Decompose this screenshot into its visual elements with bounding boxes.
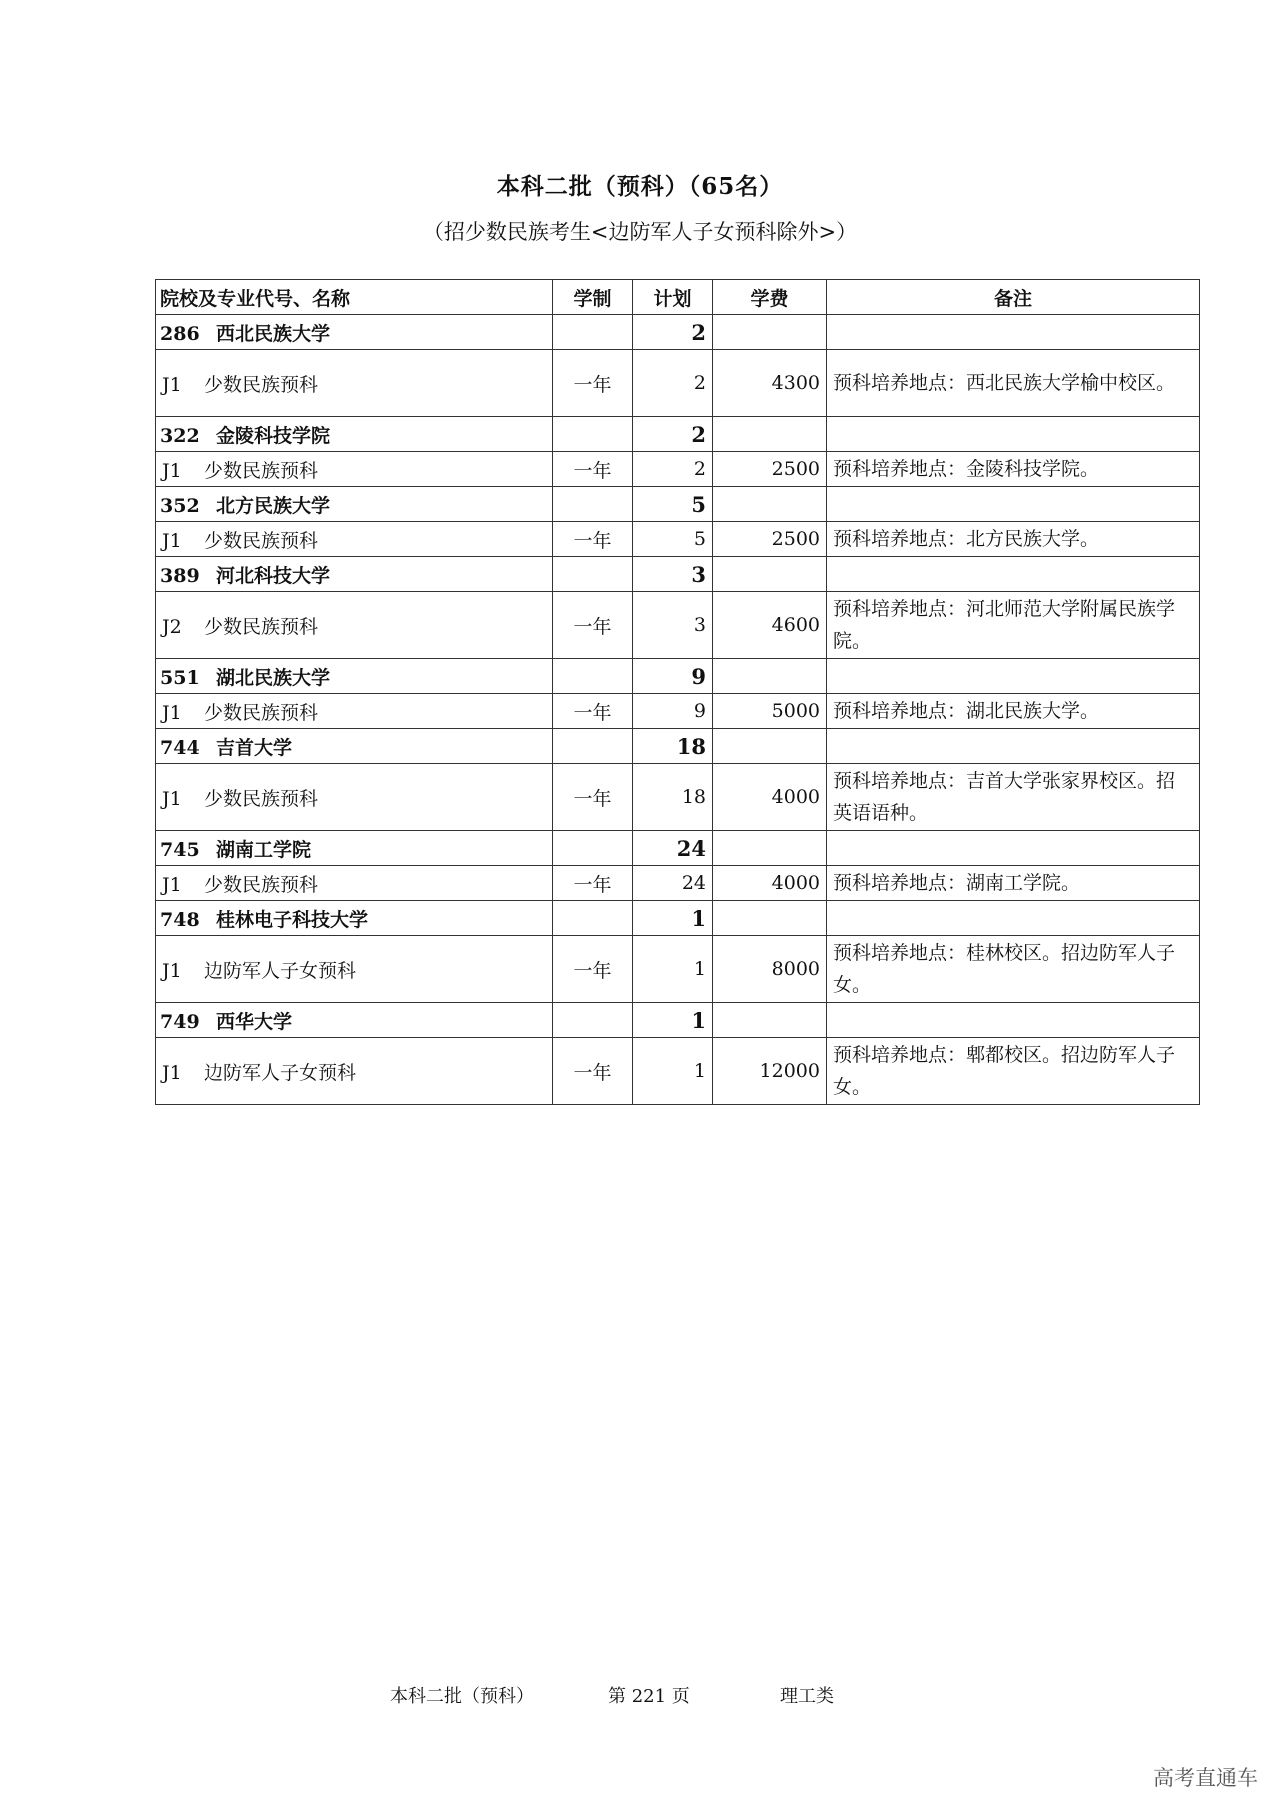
school-row bbox=[156, 659, 1200, 694]
school-name: 吉首大学 bbox=[216, 736, 293, 759]
major-plan: 18 bbox=[633, 764, 713, 831]
major-note: 预科培养地点：湖北民族大学。 bbox=[827, 694, 1200, 729]
footer-category: 理工类 bbox=[780, 1686, 834, 1707]
school-row bbox=[156, 831, 1200, 866]
school-row bbox=[156, 487, 1200, 522]
school-code: 352 bbox=[160, 494, 200, 517]
school-years-cell bbox=[553, 487, 633, 522]
major-name: 边防军人子女预科 bbox=[204, 1061, 357, 1084]
major-code: J1 bbox=[162, 787, 182, 810]
major-code: J1 bbox=[162, 1061, 182, 1084]
school-years-cell bbox=[553, 417, 633, 452]
major-name: 少数民族预科 bbox=[204, 529, 319, 552]
footer-page-number: 第 221 页 bbox=[608, 1686, 690, 1707]
table-header-row bbox=[156, 280, 1200, 315]
major-fee: 4000 bbox=[713, 764, 827, 831]
major-years: 一年 bbox=[553, 866, 633, 901]
major-plan: 1 bbox=[633, 1038, 713, 1105]
school-note-cell bbox=[827, 487, 1200, 522]
school-row bbox=[156, 315, 1200, 350]
header-plan: 计划 bbox=[633, 280, 713, 315]
watermark: 高考直通车 bbox=[1153, 1766, 1258, 1790]
page-subtitle: （招少数民族考生<边防军人子女预科除外>） bbox=[422, 220, 858, 244]
major-plan: 9 bbox=[633, 694, 713, 729]
school-code: 749 bbox=[160, 1010, 200, 1033]
school-fee-cell bbox=[713, 417, 827, 452]
major-name: 少数民族预科 bbox=[204, 615, 319, 638]
major-fee: 5000 bbox=[713, 694, 827, 729]
major-years: 一年 bbox=[553, 592, 633, 659]
admission-plan-table bbox=[155, 279, 1200, 1105]
school-fee-cell bbox=[713, 729, 827, 764]
school-code: 551 bbox=[160, 666, 200, 689]
major-note: 预科培养地点：金陵科技学院。 bbox=[827, 452, 1200, 487]
page-title: 本科二批（预科）（65名） bbox=[496, 173, 784, 200]
major-name: 少数民族预科 bbox=[204, 787, 319, 810]
major-name-cell bbox=[156, 522, 553, 557]
major-plan: 1 bbox=[633, 936, 713, 1003]
major-plan: 2 bbox=[633, 350, 713, 417]
school-name: 桂林电子科技大学 bbox=[216, 908, 369, 931]
school-fee-cell bbox=[713, 831, 827, 866]
school-years-cell bbox=[553, 315, 633, 350]
major-plan: 24 bbox=[633, 866, 713, 901]
major-years: 一年 bbox=[553, 764, 633, 831]
major-fee: 8000 bbox=[713, 936, 827, 1003]
major-years: 一年 bbox=[553, 1038, 633, 1105]
major-years: 一年 bbox=[553, 694, 633, 729]
major-name: 少数民族预科 bbox=[204, 701, 319, 724]
school-name-cell bbox=[156, 831, 553, 866]
school-row bbox=[156, 729, 1200, 764]
major-code: J1 bbox=[162, 701, 182, 724]
header-note: 备注 bbox=[827, 280, 1200, 315]
school-plan: 2 bbox=[633, 315, 713, 350]
school-name-cell bbox=[156, 315, 553, 350]
school-note-cell bbox=[827, 557, 1200, 592]
school-code: 286 bbox=[160, 322, 200, 345]
school-name: 湖北民族大学 bbox=[216, 666, 331, 689]
major-row bbox=[156, 592, 1200, 659]
major-note: 预科培养地点：湖南工学院。 bbox=[827, 866, 1200, 901]
major-code: J1 bbox=[162, 459, 182, 482]
header-school-major: 院校及专业代号、名称 bbox=[156, 280, 553, 315]
school-years-cell bbox=[553, 659, 633, 694]
school-years-cell bbox=[553, 557, 633, 592]
school-name: 湖南工学院 bbox=[216, 838, 312, 861]
page-footer bbox=[0, 1682, 1280, 1706]
header-years: 学制 bbox=[553, 280, 633, 315]
school-row bbox=[156, 1003, 1200, 1038]
school-plan: 1 bbox=[633, 1003, 713, 1038]
major-plan: 3 bbox=[633, 592, 713, 659]
major-name-cell bbox=[156, 592, 553, 659]
school-plan: 24 bbox=[633, 831, 713, 866]
school-row bbox=[156, 417, 1200, 452]
major-note: 预科培养地点：北方民族大学。 bbox=[827, 522, 1200, 557]
table-body bbox=[156, 315, 1200, 1105]
major-row bbox=[156, 694, 1200, 729]
school-name-cell bbox=[156, 557, 553, 592]
major-row bbox=[156, 1038, 1200, 1105]
major-years: 一年 bbox=[553, 350, 633, 417]
school-plan: 3 bbox=[633, 557, 713, 592]
school-name-cell bbox=[156, 417, 553, 452]
school-note-cell bbox=[827, 729, 1200, 764]
school-plan: 18 bbox=[633, 729, 713, 764]
major-name-cell bbox=[156, 452, 553, 487]
school-plan: 9 bbox=[633, 659, 713, 694]
school-fee-cell bbox=[713, 1003, 827, 1038]
major-fee: 2500 bbox=[713, 452, 827, 487]
school-name-cell bbox=[156, 729, 553, 764]
major-note: 预科培养地点：河北师范大学附属民族学院。 bbox=[827, 592, 1200, 659]
school-name-cell bbox=[156, 901, 553, 936]
major-code: J1 bbox=[162, 873, 182, 896]
school-years-cell bbox=[553, 729, 633, 764]
school-note-cell bbox=[827, 315, 1200, 350]
school-name-cell bbox=[156, 659, 553, 694]
school-code: 745 bbox=[160, 838, 200, 861]
major-name: 少数民族预科 bbox=[204, 873, 319, 896]
school-note-cell bbox=[827, 901, 1200, 936]
header-fee: 学费 bbox=[713, 280, 827, 315]
school-name: 金陵科技学院 bbox=[216, 424, 331, 447]
major-row bbox=[156, 452, 1200, 487]
school-name: 北方民族大学 bbox=[216, 494, 331, 517]
major-note: 预科培养地点：郫都校区。招边防军人子女。 bbox=[827, 1038, 1200, 1105]
school-note-cell bbox=[827, 1003, 1200, 1038]
major-years: 一年 bbox=[553, 936, 633, 1003]
footer-section: 本科二批（预科） bbox=[390, 1686, 534, 1707]
school-fee-cell bbox=[713, 487, 827, 522]
major-note: 预科培养地点：西北民族大学榆中校区。 bbox=[827, 350, 1200, 417]
school-plan: 2 bbox=[633, 417, 713, 452]
major-fee: 4300 bbox=[713, 350, 827, 417]
school-row bbox=[156, 557, 1200, 592]
major-name: 少数民族预科 bbox=[204, 373, 319, 396]
major-row bbox=[156, 936, 1200, 1003]
major-row bbox=[156, 866, 1200, 901]
major-years: 一年 bbox=[553, 452, 633, 487]
major-fee: 2500 bbox=[713, 522, 827, 557]
major-fee: 12000 bbox=[713, 1038, 827, 1105]
major-name-cell bbox=[156, 694, 553, 729]
major-code: J1 bbox=[162, 959, 182, 982]
school-fee-cell bbox=[713, 315, 827, 350]
major-fee: 4000 bbox=[713, 866, 827, 901]
major-plan: 5 bbox=[633, 522, 713, 557]
school-code: 744 bbox=[160, 736, 200, 759]
major-name-cell bbox=[156, 866, 553, 901]
school-note-cell bbox=[827, 417, 1200, 452]
school-years-cell bbox=[553, 901, 633, 936]
major-code: J1 bbox=[162, 373, 182, 396]
school-name-cell bbox=[156, 1003, 553, 1038]
major-row bbox=[156, 350, 1200, 417]
major-row bbox=[156, 522, 1200, 557]
major-fee: 4600 bbox=[713, 592, 827, 659]
school-fee-cell bbox=[713, 557, 827, 592]
school-row bbox=[156, 901, 1200, 936]
major-name: 边防军人子女预科 bbox=[204, 959, 357, 982]
major-name: 少数民族预科 bbox=[204, 459, 319, 482]
school-name: 西华大学 bbox=[216, 1010, 293, 1033]
major-note: 预科培养地点：吉首大学张家界校区。招英语语种。 bbox=[827, 764, 1200, 831]
major-code: J2 bbox=[162, 615, 182, 638]
school-name: 西北民族大学 bbox=[216, 322, 331, 345]
school-name-cell bbox=[156, 487, 553, 522]
school-code: 322 bbox=[160, 424, 200, 447]
school-note-cell bbox=[827, 659, 1200, 694]
major-name-cell bbox=[156, 764, 553, 831]
school-code: 389 bbox=[160, 564, 200, 587]
school-plan: 5 bbox=[633, 487, 713, 522]
school-note-cell bbox=[827, 831, 1200, 866]
major-name-cell bbox=[156, 350, 553, 417]
school-years-cell bbox=[553, 831, 633, 866]
major-note: 预科培养地点：桂林校区。招边防军人子女。 bbox=[827, 936, 1200, 1003]
major-name-cell bbox=[156, 936, 553, 1003]
major-plan: 2 bbox=[633, 452, 713, 487]
major-code: J1 bbox=[162, 529, 182, 552]
major-row bbox=[156, 764, 1200, 831]
school-plan: 1 bbox=[633, 901, 713, 936]
major-name-cell bbox=[156, 1038, 553, 1105]
school-fee-cell bbox=[713, 659, 827, 694]
school-fee-cell bbox=[713, 901, 827, 936]
school-name: 河北科技大学 bbox=[216, 564, 331, 587]
school-years-cell bbox=[553, 1003, 633, 1038]
major-years: 一年 bbox=[553, 522, 633, 557]
school-code: 748 bbox=[160, 908, 200, 931]
